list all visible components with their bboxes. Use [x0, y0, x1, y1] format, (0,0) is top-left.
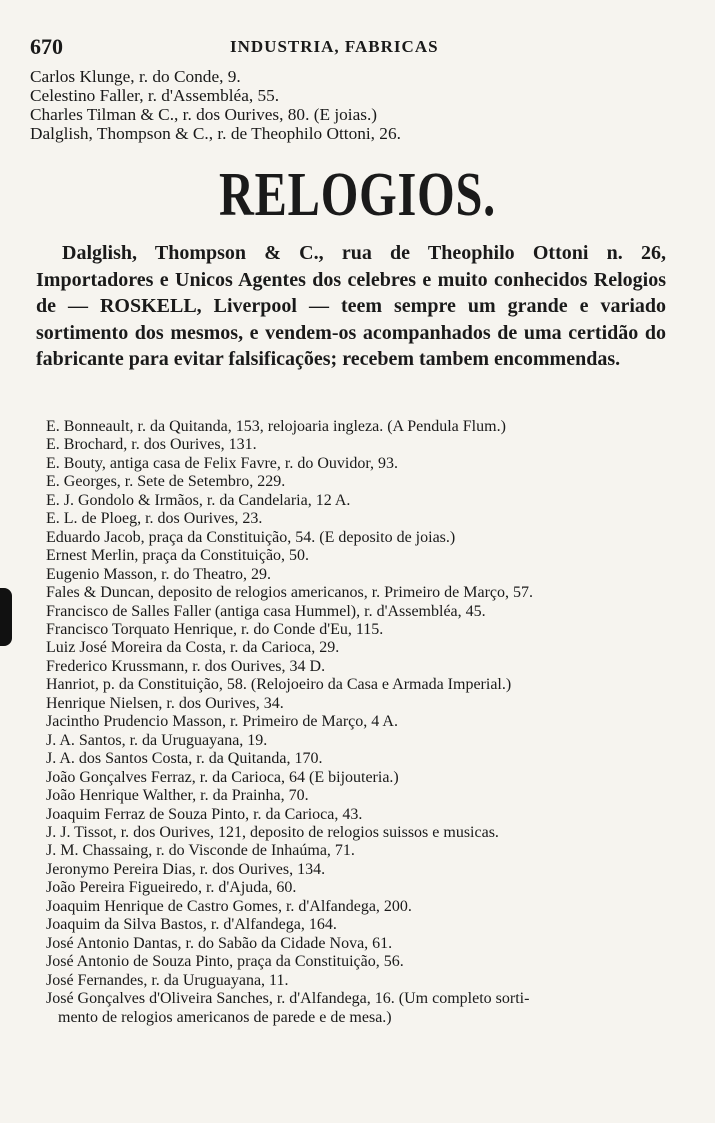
list-item: João Henrique Walther, r. da Prainha, 70.: [46, 787, 309, 805]
list-item: Hanriot, p. da Constituição, 58. (Relojoeiro da Casa e Armada Imperial.): [46, 676, 512, 694]
list-item: J. A. dos Santos Costa, r. da Quitanda, 170.: [46, 750, 323, 768]
list-item: Joaquim Henrique de Castro Gomes, r. d'Alfandega, 200.: [46, 897, 412, 915]
list-item: Jacintho Prudencio Masson, r. Primeiro de Março, 4 A.: [46, 713, 398, 731]
list-item: Henrique Nielsen, r. dos Ourives, 34.: [46, 694, 284, 712]
watchmaker-directory-list: [46, 418, 686, 1027]
page-header: [30, 34, 680, 58]
list-item-continuation: mento de relogios americanos de parede e de mesa.): [58, 1008, 392, 1026]
list-item: Celestino Faller, r. d'Assembléa, 55.: [30, 86, 280, 105]
list-item: Fales & Duncan, deposito de relogios americanos, r. Primeiro de Março, 57.: [46, 584, 533, 602]
list-item: José Antonio de Souza Pinto, praça da Constituição, 56.: [46, 953, 404, 971]
list-item: João Gonçalves Ferraz, r. da Carioca, 64 (E bijouteria.): [46, 768, 399, 786]
list-item: João Pereira Figueiredo, r. d'Ajuda, 60.: [46, 879, 297, 897]
list-item: Carlos Klunge, r. do Conde, 9.: [30, 67, 241, 86]
running-head: INDUSTRIA, FABRICAS: [230, 37, 439, 56]
list-item: José Antonio Dantas, r. do Sabão da Cidade Nova, 61.: [46, 934, 393, 952]
list-item: E. Georges, r. Sete de Setembro, 229.: [46, 473, 286, 491]
list-item: J. A. Santos, r. da Uruguayana, 19.: [46, 731, 268, 749]
list-item: E. J. Gondolo & Irmãos, r. da Candelaria, 12 A.: [46, 491, 351, 509]
list-item: Francisco de Salles Faller (antiga casa Hummel), r. d'Assembléa, 45.: [46, 602, 486, 620]
list-item: E. Bouty, antiga casa de Felix Favre, r. do Ouvidor, 93.: [46, 454, 399, 472]
list-item: Ernest Merlin, praça da Constituição, 50.: [46, 547, 310, 565]
advertisement-paragraph: Dalglish, Thompson & C., rua de Theophilo Ottoni n. 26, Importadores e Unicos Agentes dos celebres e muito conhecidos Relogios de — ROSKELL, Liverpool — teem sempre um grande e variado sortimento dos mesmos, e vendem-os acompanhados de uma certidão do fabricante para evitar falsificações; recebem tambem encommendas.: [36, 242, 666, 370]
top-entry-list: [30, 67, 690, 143]
list-item: Luiz José Moreira da Costa, r. da Carioca, 29.: [46, 639, 340, 657]
list-item: Frederico Krussmann, r. dos Ourives, 34 D.: [46, 657, 326, 675]
list-item: Eduardo Jacob, praça da Constituição, 54. (E deposito de joias.): [46, 528, 456, 546]
list-item: J. M. Chassaing, r. do Visconde de Inhaúma, 71.: [46, 842, 355, 860]
list-item: Joaquim da Silva Bastos, r. d'Alfandega, 164.: [46, 916, 337, 934]
page-number: 670: [30, 34, 63, 59]
ink-blot: [0, 588, 12, 646]
list-item: E. L. de Ploeg, r. dos Ourives, 23.: [46, 510, 263, 528]
list-item: Dalglish, Thompson & C., r. de Theophilo Ottoni, 26.: [30, 124, 401, 143]
list-item: E. Brochard, r. dos Ourives, 131.: [46, 436, 257, 454]
list-item: J. J. Tissot, r. dos Ourives, 121, deposito de relogios suissos e musicas.: [46, 823, 499, 841]
list-item: Francisco Torquato Henrique, r. do Conde d'Eu, 115.: [46, 620, 384, 638]
list-item: Charles Tilman & C., r. dos Ourives, 80. (E joias.): [30, 105, 378, 124]
list-item: Jeronymo Pereira Dias, r. dos Ourives, 134.: [46, 860, 326, 878]
list-item: Eugenio Masson, r. do Theatro, 29.: [46, 565, 272, 583]
list-item: E. Bonneault, r. da Quitanda, 153, relojoaria ingleza. (A Pendula Flum.): [46, 418, 506, 435]
list-item: Joaquim Ferraz de Souza Pinto, r. da Carioca, 43.: [46, 805, 363, 823]
list-item: José Fernandes, r. da Uruguayana, 11.: [46, 971, 289, 989]
section-title: RELOGIOS.: [218, 161, 497, 229]
list-item: José Gonçalves d'Oliveira Sanches, r. d'Alfandega, 16. (Um completo sorti-: [46, 990, 530, 1008]
